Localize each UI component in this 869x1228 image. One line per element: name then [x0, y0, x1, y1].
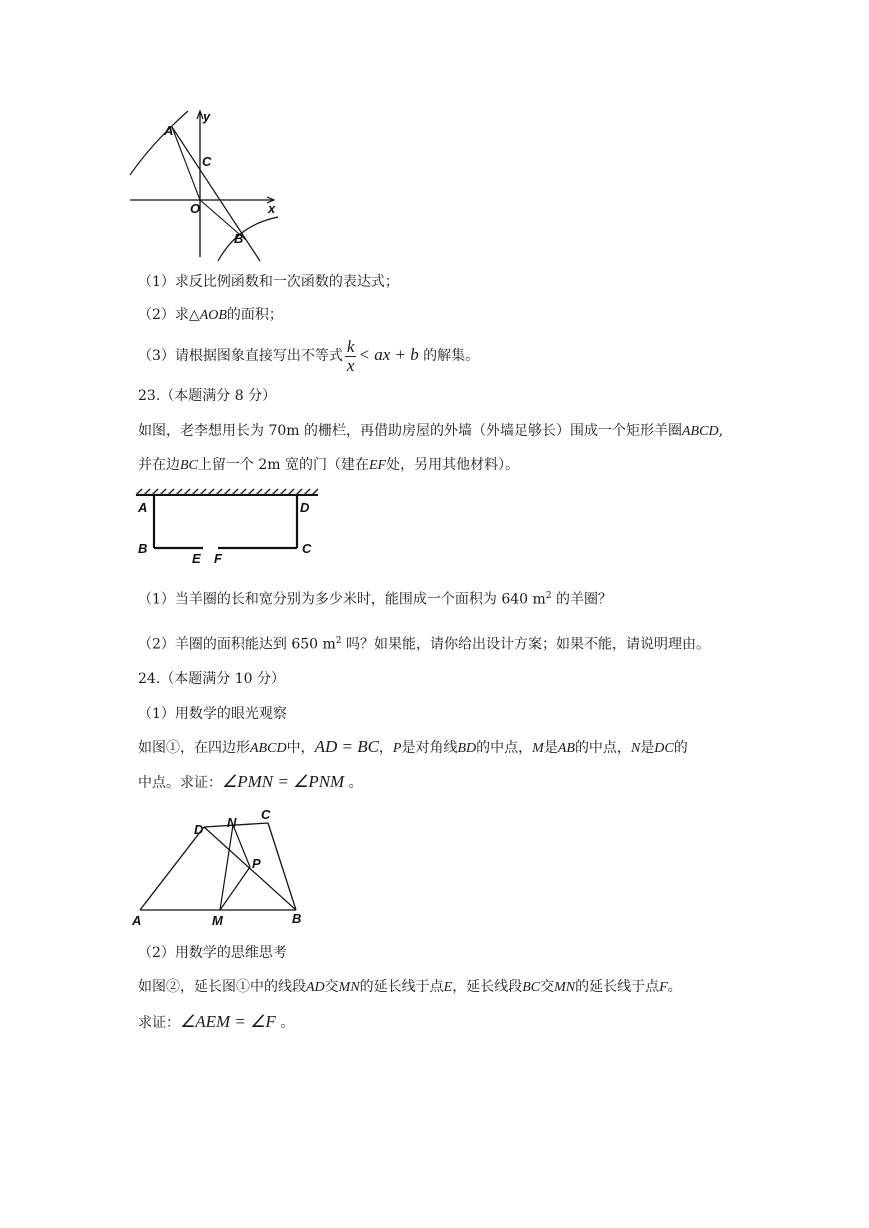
q24-line1-BD: BD [457, 741, 477, 756]
q23-part1-sup: 2 [545, 591, 552, 601]
fig2-label-E: E [192, 551, 201, 566]
fig1-label-x: x [268, 201, 276, 216]
q24-line2 [138, 772, 363, 793]
q23-line2-pre: 并在边 [138, 457, 180, 473]
q23-part1-unit: m [532, 591, 546, 608]
q24-line3-MN2: MN [554, 980, 576, 995]
q23-line2 [138, 455, 519, 476]
q23-line1-pre: 如图，老李想用长为 70m 的栅栏，再借助房屋的外墙（外墙足够长）围成一个矩形羊圈 [138, 423, 682, 439]
q24-line3 [138, 977, 682, 998]
q24-line3-BC: BC [522, 980, 541, 995]
fig3-label-C: C [261, 807, 271, 822]
q23-line2-var2: EF [368, 458, 387, 473]
q24-line4-post: 。 [275, 1015, 295, 1031]
q24-line3-AD: AD [306, 980, 325, 995]
q23-line1 [138, 421, 723, 442]
fig3-label-D: D [194, 822, 204, 837]
q24-line3-post: 。 [667, 979, 682, 995]
q24-line3-MN: MN [338, 980, 360, 995]
q24-line3-m4: 交 [540, 979, 555, 995]
fig3-label-M: M [212, 913, 223, 928]
inequality-rhs: < ax + b [358, 345, 419, 364]
q23-line2-post: 处，另用其他材料）。 [386, 457, 520, 473]
q23-part2 [138, 631, 710, 655]
fig2-label-A: A [138, 500, 148, 515]
q24-line4-eq: ∠AEM = ∠F [180, 1012, 276, 1031]
q24-line4 [138, 1012, 294, 1033]
q24-line4-pre: 求证： [138, 1015, 180, 1031]
q22-part2-pre: （2）求△ [138, 307, 200, 323]
q23-part2-pre: （2）羊圈的面积能达到 650 [138, 636, 323, 653]
q24-line1-DC: DC [654, 741, 674, 756]
q24-header: 24.（本题满分 10 分） [138, 671, 285, 687]
q22-part3-pre: （3）请根据图象直接写出不等式 [138, 348, 343, 364]
q24-line2-eq: ∠PMN = ∠PNM [222, 772, 345, 791]
q24-line1-mid5: 是 [543, 740, 558, 756]
q23-line2-var1: BC [180, 458, 198, 473]
fig1-label-y: y [203, 109, 211, 124]
q24-line1-mid2: ， [378, 740, 393, 756]
q24-line1-mid7: 是 [640, 740, 655, 756]
fig1-label-O: O [190, 201, 201, 216]
q24-line1-pre: 如图①，在四边形 [138, 740, 250, 756]
fig2-label-C: C [302, 541, 312, 556]
q24-line1-mid6: 的中点， [574, 740, 631, 756]
q23-line1-post: , [718, 423, 724, 439]
q24-line1-AB: AB [557, 741, 575, 756]
fig1-label-A: A [164, 123, 174, 138]
q24-line3-m5: 的延长线于点 [575, 979, 660, 995]
q23-part2-sup: 2 [335, 636, 342, 646]
q24-line1-mid3: 是对角线 [401, 740, 458, 756]
figure-sheep-pen [130, 485, 325, 570]
fig3-label-A: A [132, 913, 142, 928]
q24-line2-post: 。 [344, 775, 363, 791]
q24-line1-N: N [630, 741, 641, 756]
figure-quadrilateral [128, 805, 318, 930]
q22-part2-var: AOB [199, 308, 227, 323]
q24-line2-pre: 中点。求证： [138, 775, 222, 791]
q23-part1-pre: （1）当羊圈的长和宽分别为多少米时，能围成一个面积为 640 [138, 591, 533, 608]
q24-line3-pre: 如图②，延长图①中的线段 [138, 979, 306, 995]
q22-part2-post: 的面积； [226, 307, 283, 323]
q22-part2 [138, 305, 283, 326]
q24-section2: （2）用数学的思维思考 [138, 945, 287, 961]
q24-line3-m2: 的延长线于点 [359, 979, 444, 995]
fig1-label-B: B [234, 231, 244, 246]
fig3-label-B: B [292, 911, 302, 926]
q24-section1: （1）用数学的眼光观察 [138, 706, 287, 722]
figure-hyperbola-line [128, 105, 288, 265]
q24-line3-F: F [659, 980, 668, 995]
fig3-label-P: P [252, 856, 261, 871]
q24-line3-m3: ，延长线段 [452, 979, 523, 995]
q24-line3-E: E [443, 980, 453, 995]
q23-line2-mid: 上留一个 2m 宽的门（建在 [197, 457, 369, 473]
fig2-label-B: B [138, 541, 148, 556]
q23-part2-post: 吗？如果能，请你给出设计方案；如果不能，请说明理由。 [341, 636, 710, 653]
fig2-label-D: D [300, 500, 310, 515]
q24-line1-var: ABCD [250, 741, 287, 756]
fig3-label-N: N [227, 815, 237, 830]
q23-header: 23.（本题满分 8 分） [138, 388, 277, 404]
q24-line1-mid1: 中， [286, 740, 315, 756]
q24-line1-P: P [392, 741, 402, 756]
q22-part3 [138, 336, 479, 375]
fraction-denominator: x [346, 355, 355, 375]
q23-line1-var: ABCD [682, 424, 719, 439]
fig2-label-F: F [214, 551, 222, 566]
q23-part1-post: 的羊圈？ [551, 591, 612, 608]
q24-line1 [138, 737, 688, 759]
q22-part3-post: 的解集。 [423, 348, 480, 364]
fraction-numerator: k [346, 336, 355, 356]
q24-line3-m1: 交 [324, 979, 339, 995]
q22-part1: （1）求反比例函数和一次函数的表达式； [138, 274, 399, 290]
fig1-label-C: C [202, 154, 212, 169]
q23-part2-unit: m [322, 636, 336, 653]
q24-line1-post: 的 [673, 740, 688, 756]
q24-line1-mid4: 的中点， [476, 740, 533, 756]
q23-part1 [138, 586, 612, 610]
q24-line1-M: M [532, 741, 544, 756]
q24-line1-eq: AD = BC [314, 737, 379, 756]
inequality-fraction [345, 338, 357, 375]
